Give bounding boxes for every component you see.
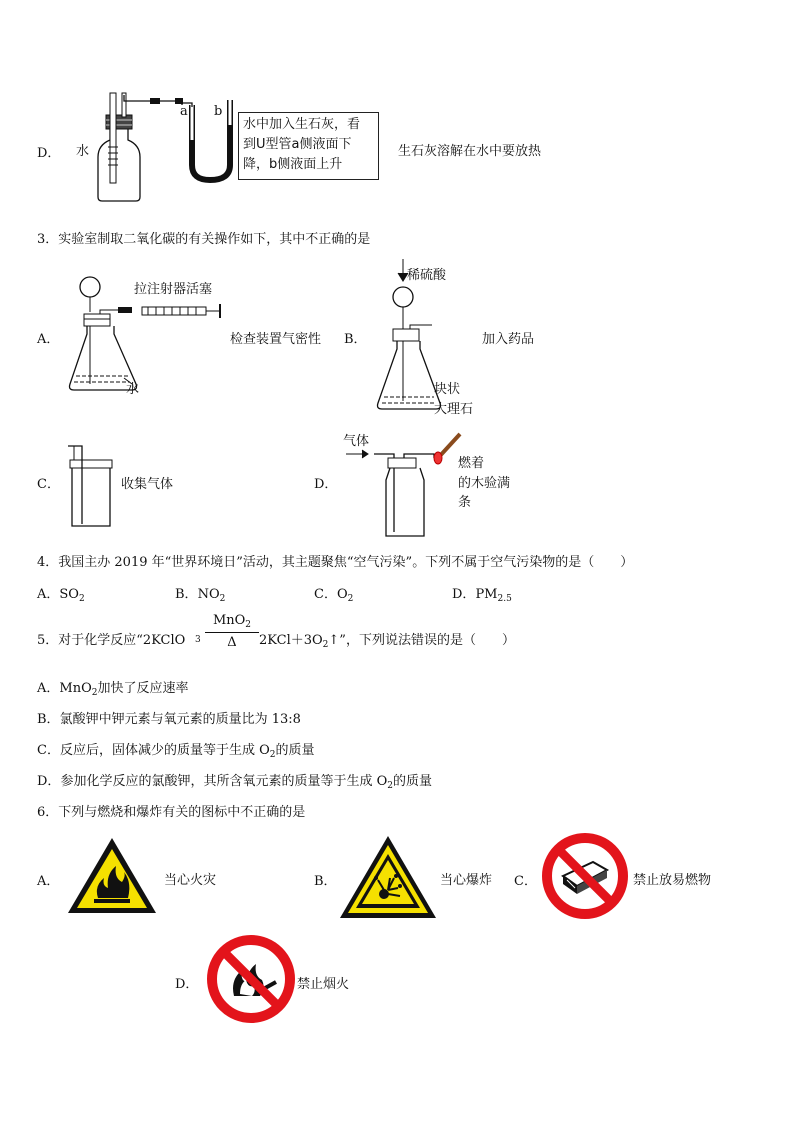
q5-stem-prefix: 5．对于化学反应“2KClO <box>37 633 186 648</box>
q4-option-subscript: 2.5 <box>497 594 512 604</box>
q4-option-letter: B． <box>175 587 198 602</box>
q3-a-syringe-label: 拉注射器活塞 <box>134 282 213 297</box>
q2-water-label: 水 <box>76 144 90 159</box>
q3-a-water-label: 水 <box>126 382 140 397</box>
q4-option-letter: A． <box>37 587 60 602</box>
q3-a-caption: 检查装置气密性 <box>230 332 322 347</box>
q4-option-c <box>314 583 353 604</box>
q2-a-label: a <box>180 104 188 119</box>
q5-option-letter: C． <box>37 743 60 758</box>
q4-option-formula: PM <box>475 587 498 602</box>
no-flammables-icon <box>541 832 629 920</box>
q4-option-d <box>452 583 512 604</box>
q5-option-letter: D． <box>37 774 61 789</box>
q6-b-letter: B． <box>314 874 337 889</box>
q4-option-formula: SO <box>59 587 79 602</box>
flammable-warning-icon <box>66 836 158 916</box>
q6-d-letter: D． <box>175 977 199 992</box>
q6-c-caption: 禁止放易燃物 <box>633 873 712 888</box>
q5-option-text: 反应后，固体减少的质量等于生成 O <box>59 743 270 758</box>
q5-stem-subscript: 3 <box>195 635 201 645</box>
q5-option-b <box>37 708 301 727</box>
q5-products-formula: 2KCl＋3O <box>259 633 323 648</box>
q5-reaction-arrow-line <box>205 632 259 633</box>
q6-b-caption: 当心爆炸 <box>440 873 493 888</box>
q5-option-letter: A． <box>37 681 60 696</box>
q4-option-letter: D． <box>452 587 476 602</box>
q3-c-gas-collection-bottle <box>64 440 124 530</box>
q5-option-text: MnO <box>59 681 92 696</box>
q5-option-a <box>37 677 188 698</box>
q5-option-text: 氯酸钾中钾元素与氧元素的质量比为 13:8 <box>59 712 301 727</box>
q4-option-subscript: 2 <box>347 594 354 604</box>
q3-b-acid-label: 稀硫酸 <box>407 268 447 283</box>
q5-option-c <box>37 739 315 760</box>
q3-b-solid-label-2: 大理石 <box>434 402 474 417</box>
q2-box-line-3: 降，b侧液面上升 <box>243 157 343 172</box>
q3-d-gas-label: 气体 <box>343 434 370 449</box>
q5-option-text: 参加化学反应的氯酸钾，其所含氧元素的质量等于生成 O <box>60 774 388 789</box>
q2-box-line-2: 到U型管a侧液面下 <box>243 137 352 152</box>
q3-a-letter: A． <box>37 332 60 347</box>
q2-option-d-letter: D． <box>37 146 61 161</box>
q4-stem: 4．我国主办 2019 年“世界环境日”活动，其主题聚焦“空气污染”。下列不属于空气污染物的是（ ） <box>37 555 634 570</box>
q5-reaction-condition <box>205 613 259 650</box>
q4-option-letter: C． <box>314 587 337 602</box>
q5-products-subscript: 2 <box>322 640 329 650</box>
q3-c-letter: C． <box>37 477 60 492</box>
q6-d-caption: 禁止烟火 <box>297 977 350 992</box>
q5-option-text-tail: 的质量 <box>275 743 315 758</box>
q6-a-caption: 当心火灾 <box>164 873 217 888</box>
q5-option-text-tail: 的质量 <box>392 774 432 789</box>
q5-option-letter: B． <box>37 712 60 727</box>
q6-c-letter: C． <box>514 874 537 889</box>
q5-products <box>259 629 515 650</box>
no-open-flame-icon <box>206 934 296 1024</box>
q5-catalyst <box>213 613 251 628</box>
q4-option-a <box>37 583 85 604</box>
q4-option-formula: NO <box>197 587 220 602</box>
q4-option-formula: O <box>336 587 348 602</box>
q3-d-stick-label-1: 燃着 <box>458 456 485 471</box>
q3-d-letter: D． <box>314 477 338 492</box>
q2-observation-box <box>238 112 379 180</box>
q6-a-letter: A． <box>37 874 60 889</box>
q5-option-d <box>37 770 432 791</box>
q3-stem: 3．实验室制取二氧化碳的有关操作如下，其中不正确的是 <box>37 232 371 247</box>
q3-d-stick-label-3: 条 <box>458 495 472 510</box>
q3-b-solid-label-1: 块状 <box>434 382 461 397</box>
q3-b-caption: 加入药品 <box>482 332 535 347</box>
q2-b-label: b <box>214 104 223 119</box>
q4-option-subscript: 2 <box>78 594 85 604</box>
q4-option-subscript: 2 <box>219 594 226 604</box>
q4-option-b <box>175 583 225 604</box>
q5-catalyst-formula: MnO <box>212 613 246 628</box>
q2-explanation: 生石灰溶解在水中要放热 <box>398 144 542 159</box>
q5-option-text-tail: 加快了反应速率 <box>97 681 189 696</box>
q6-stem: 6．下列与燃烧和爆炸有关的图标中不正确的是 <box>37 805 306 820</box>
q5-option-subscript: 2 <box>387 781 393 791</box>
q3-b-letter: B． <box>344 332 367 347</box>
q5-option-subscript: 2 <box>91 688 98 698</box>
q3-d-stick-label-2: 的木验满 <box>458 476 511 491</box>
q3-c-caption: 收集气体 <box>121 477 174 492</box>
q5-heat-symbol: Δ <box>227 635 237 650</box>
explosion-warning-icon <box>338 834 438 920</box>
q5-stem-suffix: ↑”，下列说法错误的是（ ） <box>328 633 515 648</box>
q2-box-line-1: 水中加入生石灰，看 <box>243 117 361 132</box>
q5-option-subscript: 2 <box>269 750 276 760</box>
q5-catalyst-subscript: 2 <box>245 620 252 630</box>
